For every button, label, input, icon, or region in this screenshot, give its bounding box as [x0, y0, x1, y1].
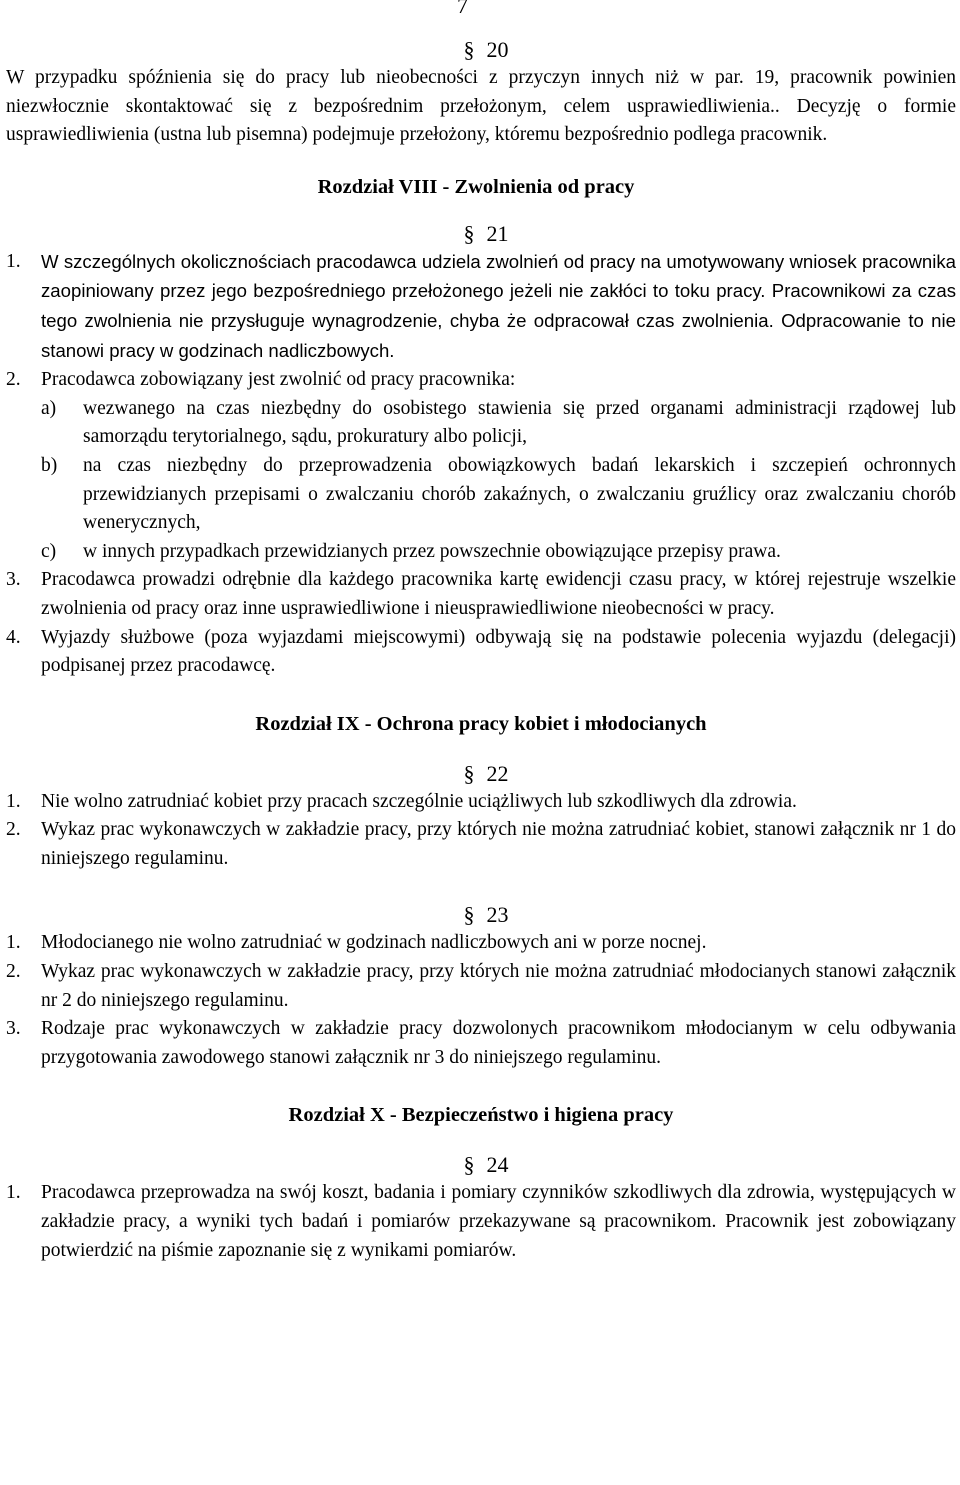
item-number: 1. [6, 250, 21, 272]
sub-text: wezwanego na czas niezbędny do osobistego stawienia się przed organami administracji rządowej lub samorządu terytorialnego, sądu, prokuratury albo policji, [83, 397, 956, 448]
item-text: Pracodawca prowadzi odrębnie dla każdego pracownika kartę ewidencji czasu pracy, w której rejestruje wszelkie zwolnienia od pracy oraz inne usprawiedliwione i nieusprawiedliwione nieobecności w pracy. [41, 569, 956, 619]
item-text [41, 366, 956, 566]
section-sign: § [463, 220, 475, 246]
sub-item-c [41, 538, 956, 567]
item-number: 3. [6, 1018, 21, 1040]
section-number: 24 [486, 1152, 509, 1178]
item-text: Rodzaje prac wykonawczych w zakładzie pracy dozwolonych pracownikom młodocianym w celu odbywania przygotowania zawodowego stanowi załącznik nr 3 do niniejszego regulaminu. [41, 1018, 956, 1068]
section-23-item-2 [6, 958, 956, 1015]
item-text: Wykaz prac wykonawczych w zakładzie pracy, przy których nie można zatrudniać młodocianych stanowi załącznik nr 2 do niniejszego regulaminu. [41, 961, 956, 1011]
chapter-10-title: Rozdział X - Bezpieczeństwo i higiena pracy [288, 1104, 674, 1127]
sub-item-a [41, 395, 956, 452]
item-text: Nie wolno zatrudniać kobiet przy pracach szczególnie uciążliwych lub szkodliwych dla zdrowia. [41, 790, 797, 812]
item-number: 1. [6, 1182, 21, 1204]
item-text-cont: Pracownikowi za czas tego zwolnienia nie przysługuje wynagrodzenie, chyba że odpracował czas zwolnienia. Odpracowanie to nie stanowi pracy w godzinach nadliczbowych. [41, 280, 956, 361]
item-number: 4. [6, 626, 21, 648]
section-24-heading [6, 1151, 956, 1179]
section-23-item-1 [6, 929, 956, 958]
item-intro: Pracodawca zobowiązany jest zwolnić od pracy pracownika: [41, 369, 516, 391]
section-sign: § [463, 1152, 475, 1178]
section-22-item-2 [6, 816, 956, 873]
section-20-heading [6, 36, 956, 64]
section-21-item-4 [6, 624, 956, 681]
section-24-item-1 [6, 1179, 956, 1265]
section-22-item-1 [6, 788, 956, 817]
item-text [41, 248, 956, 366]
sub-text: na czas niezbędny do przeprowadzenia obowiązkowych badań lekarskich i szczepień ochronnych przewidzianych przepisami o zwalczaniu chorób zakaźnych, o zwalczaniu gruźlicy oraz zwalczaniu chorób wenerycznych, [83, 454, 956, 534]
item-text: Pracodawca przeprowadza na swój koszt, badania i pomiary czynników szkodliwych dla zdrowia, występujących w zakładzie pracy, a wyniki tych badań i pomiarów przekazywane są pracownikom. Pracownik jest zobowiązany potwierdzić na piśmie zapoznanie się z wynikami pomiarów. [41, 1182, 956, 1261]
section-sign: § [463, 902, 475, 928]
section-number: 21 [486, 220, 509, 246]
item-text: Wyjazdy służbowe (poza wyjazdami miejscowymi) odbywają się na podstawie polecenia wyjazdu (delegacji) podpisanej przez pracodawcę. [41, 626, 956, 677]
item-number: 3. [6, 569, 21, 591]
sub-item-b [41, 452, 956, 538]
sub-text: w innych przypadkach przewidzianych przez powszechnie obowiązujące przepisy prawa. [83, 540, 781, 562]
section-21-item-2 [6, 366, 956, 566]
section-number: 20 [486, 37, 509, 62]
section-sign: § [463, 760, 475, 786]
sub-label: b) [41, 454, 58, 476]
item-number: 1. [6, 932, 21, 954]
section-23-item-3 [6, 1015, 956, 1072]
sub-label: c) [41, 540, 57, 562]
section-sign: § [463, 37, 475, 62]
item-text: Wykaz prac wykonawczych w zakładzie pracy, przy których nie można zatrudniać kobiet, stanowi załącznik nr 1 do niniejszego regulaminu. [41, 819, 956, 869]
section-21-item-1 [6, 248, 956, 366]
chapter-8-title: Rozdział VIII - Zwolnienia od pracy [317, 175, 635, 198]
section-21-item-3 [6, 566, 956, 623]
chapter-9-title: Rozdział IX - Ochrona pracy kobiet i młodocianych [255, 712, 707, 735]
item-number: 2. [6, 369, 21, 391]
sub-label: a) [41, 397, 57, 419]
section-23-heading [6, 901, 956, 929]
item-text: Młodocianego nie wolno zatrudniać w godzinach nadliczbowych ani w porze nocnej. [41, 932, 707, 954]
section-22-heading [6, 760, 956, 788]
section-number: 22 [486, 760, 509, 786]
item-text-sans: W szczególnych okolicznościach pracodawca udziela zwolnień od pracy na umotywowany wniosek pracownika zaopiniowany przez jego bezpośredniego przełożonego jeżeli nie zakłóci to toku pracy. [41, 250, 956, 302]
section-21-heading [6, 220, 956, 248]
item-number: 1. [6, 790, 21, 812]
item-number: 2. [6, 961, 21, 983]
item-number: 2. [6, 819, 21, 841]
page-number: 7 [457, 0, 468, 18]
section-number: 23 [486, 902, 509, 928]
section-20-paragraph: W przypadku spóźnienia się do pracy lub nieobecności z przyczyn innych niż w par. 19, pracownik powinien niezwłocznie skontaktować się z bezpośrednim przełożonym, celem usprawiedliwienia.. Decyzję o formie usprawiedliwienia (ustna lub pisemna) podejmuje przełożony, któremu bezpośrednio podlega pracownik. [6, 67, 956, 146]
